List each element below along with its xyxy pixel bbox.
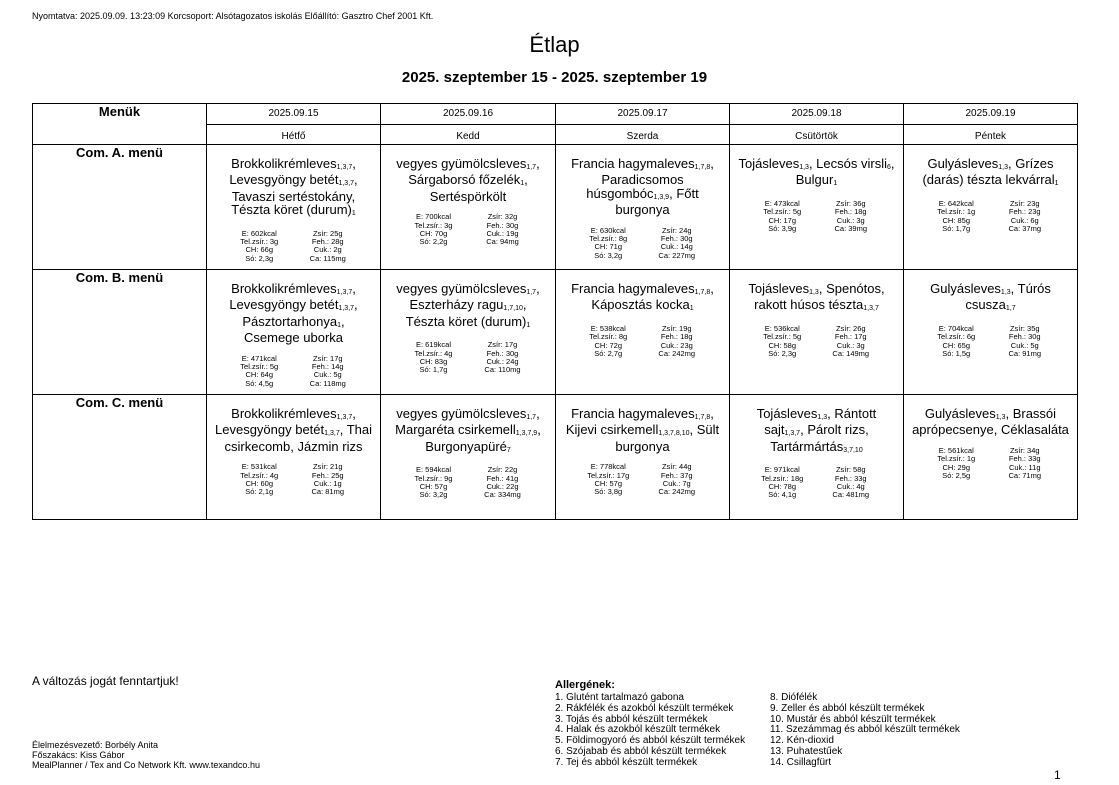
dish-allergen-codes: 1,3 [799, 164, 809, 171]
day-date: 2025.09.18 [791, 108, 842, 119]
nutrition-value: Zsír: 24g [661, 225, 692, 235]
nutrition-value: E: 700kcal [415, 212, 452, 222]
allergen-item: 8. Diófélék [770, 692, 818, 703]
dish-name: Spenótos, rakott húsos tészta [754, 281, 885, 313]
staff-line: Főszakács: Kiss Gábor [32, 750, 125, 760]
dish-allergen-codes: 1,7,10 [503, 305, 523, 313]
menu-cell [904, 395, 1078, 520]
day-header [381, 104, 556, 145]
nutrition-value: Feh.: 25g [311, 470, 344, 480]
dish-allergen-codes: 1,3 [817, 414, 828, 421]
menu-row-name: Com. B. menü [33, 270, 207, 395]
nutrition-value: Feh.: 30g [486, 348, 519, 358]
date-range-subtitle: 2025. szeptember 15 - 2025. szeptember 19 [401, 69, 708, 86]
nutrition-value: Tel.zsír.: 5g [763, 207, 802, 217]
day-name: Csütörtök [730, 124, 903, 142]
nutrition-value: Feh.: 33g [834, 473, 867, 483]
nutrition-value: E: 619kcal [415, 340, 452, 350]
dish-name: Sertéspörkölt [429, 188, 507, 204]
dish-name: Párolt rizs [807, 422, 866, 438]
dish-list: Gulyásleves$_{1,3}$, Túrós csusza$_{1,7}$ [930, 281, 1051, 313]
dish-allergen-codes: 1 [1054, 180, 1059, 188]
dish-name: vegyes gyümölcsleves [396, 156, 527, 171]
allergen-item: 12. Kén-dioxid [770, 735, 834, 747]
nutrition-value: Só: 4,1g [768, 490, 797, 500]
nutrition-value: Zsír: 23g [1009, 198, 1040, 208]
dish-name: Túrós csusza [965, 281, 1051, 313]
nutrition-value: CH: 78g [768, 482, 796, 492]
nutrition-value: E: 561kcal [938, 445, 974, 455]
nutrition-info [381, 341, 555, 375]
nutrition-value: Ca: 118mg [309, 378, 346, 388]
allergen-item: 10. Mustár és abból készült termékek [770, 713, 936, 725]
nutrition-value: Ca: 39mg [834, 224, 868, 234]
dish-list: Brokkolikrémleves$_{1,3,7}$, Levesgyöngy betét$_{1,3,7}$, Pásztortarhonya$_1$, Csemege uborka [229, 281, 358, 346]
dish-allergen-codes: 1,3,7 [336, 164, 353, 171]
dish-name: Tojásleves [748, 281, 810, 296]
dish-allergen-codes: 7 [506, 446, 511, 454]
nutrition-value: Feh.: 18g [660, 332, 693, 342]
nutrition-value: CH: 64g [245, 370, 273, 380]
dish-allergen-codes: 3,7,10 [843, 446, 863, 454]
nutrition-value: Cuk.: 24g [486, 357, 519, 367]
day-header [730, 104, 904, 145]
dish-allergen-codes: 1,3,7 [863, 305, 879, 313]
dish-allergen-codes: 1,7 [526, 289, 537, 296]
nutrition-value: CH: 60g [245, 479, 273, 489]
allergen-item: 7. Tej és abból készült termékek [555, 756, 698, 768]
dish-allergen-codes: 1,7,8 [694, 414, 711, 421]
nutrition-value: Feh.: 14g [311, 362, 344, 372]
nutrition-info [207, 355, 380, 389]
dish-list: Francia hagymaleves$_{1,7,8}$, Kijevi csirkemell$_{1,3,7,8,10}$, Sült burgonya [565, 406, 720, 454]
change-notice: A változás jogát fenntartjuk! [32, 674, 179, 688]
menu-cell [207, 145, 381, 270]
table-row [33, 270, 1078, 395]
dish-allergen-codes: 1 [520, 180, 525, 188]
dish-list: Brokkolikrémleves$_{1,3,7}$, Levesgyöngy betét$_{1,3,7}$, Thai csirkecomb, Jázmin rizs [215, 406, 373, 454]
nutrition-value: Tel.zsír.: 17g [587, 470, 630, 480]
staff-line: Élelmezésvezető: Borbély Anita [32, 740, 159, 750]
menu-cell [207, 270, 381, 395]
nutrition-value: Feh.: 37g [660, 470, 693, 480]
nutrition-value: Feh.: 23g [1008, 207, 1041, 217]
nutrition-value: Só: 3,2g [419, 490, 448, 500]
nutrition-info [207, 463, 380, 497]
nutrition-value: E: 704kcal [938, 323, 974, 333]
dish-allergen-codes: 1,3,9 [653, 193, 670, 201]
menu-cell [730, 145, 904, 270]
nutrition-info [730, 200, 903, 234]
dish-allergen-codes: 1 [833, 180, 838, 188]
dish-list: Tojásleves$_{1,3}$, Spenótos, rakott húsos tészta$_{1,3,7}$ [748, 281, 885, 313]
dish-name: Lecsós virsli [816, 156, 887, 171]
nutrition-value: CH: 57g [594, 479, 622, 489]
nutrition-value: Só: 3,8g [594, 487, 623, 497]
menu-cell [730, 395, 904, 520]
dish-name: Bulgur [795, 172, 834, 188]
allergen-item: 2. Rákfélék és azokból készült termékek [555, 702, 734, 714]
allergen-item: 9. Zeller és abból készült termékek [770, 702, 925, 714]
nutrition-value: CH: 83g [419, 357, 448, 367]
nutrition-value: Tel.zsír.: 1g [937, 454, 976, 464]
page-number: 1 [1054, 768, 1061, 782]
menu-cell [730, 270, 904, 395]
dish-allergen-codes: 1 [689, 305, 694, 313]
nutrition-value: Cuk.: 6g [1010, 215, 1039, 225]
allergen-item: 4. Halak és azokból készült termékek [555, 724, 721, 736]
dish-name: Sült burgonya [615, 422, 720, 454]
dish-name: Paradicsomos húsgombóc [586, 172, 684, 201]
nutrition-value: E: 536kcal [764, 323, 800, 333]
nutrition-value: Zsír: 58g [835, 465, 866, 475]
nutrition-value: Zsír: 21g [312, 462, 343, 472]
dish-allergen-codes: 1,7,8 [694, 289, 711, 296]
nutrition-value: Ca: 149mg [832, 349, 870, 359]
nutrition-value: CH: 72g [594, 340, 622, 350]
nutrition-value: Zsír: 36g [835, 198, 866, 208]
dish-name: Eszterházy ragu [409, 297, 504, 313]
nutrition-value: Tel.zsír.: 18g [761, 473, 804, 483]
dish-allergen-codes: 1,7 [526, 414, 537, 421]
dish-allergen-codes: 1,7 [1005, 305, 1016, 313]
day-name: Kedd [381, 124, 555, 142]
dish-name: Francia hagymaleves [571, 156, 695, 171]
nutrition-value: Feh.: 28g [311, 237, 344, 247]
nutrition-value: E: 531kcal [241, 462, 277, 472]
dish-name: Rántott sajt [764, 406, 877, 438]
dish-allergen-codes: 1,3,7 [338, 180, 355, 188]
table-row [33, 145, 1078, 270]
day-header [207, 104, 381, 145]
allergen-item: 14. Csillagfürt [770, 756, 832, 768]
nutrition-value: Cuk.: 3g [836, 340, 865, 350]
dish-allergen-codes: 1,3,7 [324, 430, 340, 438]
nutrition-value: Ca: 94mg [486, 237, 519, 247]
nutrition-value: Zsír: 44g [661, 462, 692, 472]
menu-cell [381, 145, 556, 270]
dish-name: Tojásleves [738, 156, 800, 171]
dish-name: Főtt burgonya [615, 185, 699, 218]
nutrition-value: E: 473kcal [764, 198, 800, 208]
dish-allergen-codes: 1,3 [809, 289, 819, 296]
day-name: Péntek [904, 124, 1077, 142]
dish-name: Gulyásleves [924, 406, 996, 421]
nutrition-value: Zsír: 17g [312, 353, 343, 363]
dish-name: vegyes gyümölcsleves [396, 281, 527, 296]
dish-list: Gulyásleves$_{1,3}$, Brassói aprópecsenye, Céklasaláta [912, 406, 1069, 438]
allergen-legend-column [770, 693, 960, 769]
nutrition-info [556, 227, 729, 261]
dish-name: Levesgyöngy betét [229, 297, 339, 313]
nutrition-value: Zsír: 26g [835, 323, 866, 333]
nutrition-value: Só: 2,7g [594, 349, 623, 359]
nutrition-value: Ca: 227mg [658, 250, 696, 260]
dish-name: Brokkolikrémleves [231, 281, 337, 296]
nutrition-value: Feh.: 33g [1008, 454, 1041, 464]
dish-list: Tojásleves$_{1,3}$, Lecsós virsli$_6$, Bulgur$_1$ [738, 156, 895, 188]
nutrition-value: Zsír: 22g [487, 465, 518, 475]
dish-name: Csemege uborka [244, 330, 343, 346]
dish-list: Francia hagymaleves$_{1,7,8}$, Paradicsomos húsgombóc$_{1,3,9}$, Főtt burgonya [571, 156, 714, 218]
nutrition-value: Cuk.: 3g [836, 215, 865, 225]
nutrition-value: Cuk.: 5g [1010, 340, 1039, 350]
nutrition-value: Só: 2,3g [245, 253, 274, 263]
dish-name: Gulyásleves [930, 281, 1001, 296]
dish-allergen-codes: 6 [886, 164, 891, 171]
nutrition-value: Ca: 71mg [1008, 471, 1042, 481]
dish-name: Káposztás kocka [591, 297, 690, 313]
dish-name: Margaréta csirkemell [395, 422, 516, 438]
menu-cell [381, 270, 556, 395]
nutrition-value: E: 471kcal [241, 353, 277, 363]
dish-name: Levesgyöngy betét [229, 172, 339, 188]
dish-allergen-codes: 1 [351, 210, 356, 218]
nutrition-info [904, 325, 1077, 359]
dish-name: Kijevi csirkemell [565, 422, 659, 438]
dish-name: Grízes (darás) tészta lekvárral [922, 156, 1055, 188]
dish-allergen-codes: 1,3,7 [336, 289, 353, 296]
menu-cell [556, 145, 730, 270]
menu-cell [904, 270, 1078, 395]
nutrition-value: CH: 17g [768, 215, 796, 225]
nutrition-value: Cuk.: 23g [660, 340, 693, 350]
nutrition-value: Tel.zsír.: 5g [763, 332, 802, 342]
nutrition-value: E: 594kcal [415, 465, 452, 475]
allergen-item: 11. Szezámmag és abból készült termékek [770, 724, 960, 736]
dish-name: Thai csirkecomb [224, 422, 373, 454]
nutrition-value: Zsír: 35g [1009, 323, 1040, 333]
dish-name: Pásztortarhonya [242, 313, 338, 329]
day-header [556, 104, 730, 145]
menu-row-name: Com. C. menü [33, 395, 207, 520]
nutrition-value: Tel.zsír.: 4g [414, 348, 453, 358]
menu-cell [556, 395, 730, 520]
nutrition-value: CH: 57g [419, 482, 448, 492]
nutrition-value: Cuk.: 14g [660, 242, 693, 252]
dish-name: Levesgyöngy betét [215, 422, 325, 438]
allergen-legend-column [555, 693, 745, 769]
dish-allergen-codes: 1,7 [526, 164, 537, 171]
dish-allergen-codes: 1,3 [998, 164, 1008, 171]
nutrition-value: Tel.zsír.: 8g [589, 332, 628, 342]
dish-allergen-codes: 1,3,7,9 [515, 430, 538, 438]
dish-allergen-codes: 1,3,7 [336, 414, 353, 421]
menu-table [32, 103, 1078, 520]
menu-row-name: Com. A. menü [33, 145, 207, 270]
nutrition-value: Cuk.: 1g [313, 479, 342, 489]
nutrition-value: Zsír: 25g [312, 228, 343, 238]
nutrition-value: Feh.: 30g [486, 220, 519, 230]
nutrition-value: E: 538kcal [590, 323, 626, 333]
dish-allergen-codes: 1,3,7 [784, 430, 801, 438]
dish-name: Francia hagymaleves [571, 406, 695, 421]
nutrition-info [381, 466, 555, 500]
nutrition-value: CH: 70g [419, 229, 448, 239]
dish-name: Brokkolikrémleves [231, 406, 337, 421]
nutrition-value: Ca: 334mg [484, 490, 521, 500]
dish-list: Tojásleves$_{1,3}$, Rántott sajt$_{1,3,7}$, Párolt rizs, Tartármártás$_{3,7,10}$ [756, 406, 877, 454]
table-row [33, 395, 1078, 520]
nutrition-value: Tel.zsír.: 4g [240, 470, 279, 480]
menu-cell [904, 145, 1078, 270]
nutrition-value: Cuk.: 11g [1008, 462, 1041, 472]
nutrition-value: Cuk.: 5g [313, 370, 342, 380]
nutrition-value: Tel.zsír.: 5g [240, 362, 279, 372]
dish-name: Tartármártás [770, 438, 844, 454]
nutrition-value: E: 642kcal [938, 198, 974, 208]
nutrition-info [730, 325, 903, 359]
allergen-item: 1. Glutént tartalmazó gabona [555, 692, 684, 703]
nutrition-value: CH: 29g [942, 462, 970, 472]
nutrition-value: Cuk.: 22g [486, 482, 519, 492]
nutrition-value: E: 602kcal [241, 228, 277, 238]
nutrition-value: CH: 66g [245, 245, 273, 255]
dish-allergen-codes: 1,7,8 [694, 164, 711, 171]
nutrition-value: Só: 2,2g [419, 237, 448, 247]
allergen-legend-title: Allergének: [555, 679, 615, 691]
nutrition-value: Feh.: 17g [834, 332, 867, 342]
nutrition-info [207, 230, 380, 264]
nutrition-value: Ca: 110mg [484, 365, 521, 375]
nutrition-value: Ca: 81mg [311, 487, 345, 497]
day-header [904, 104, 1078, 145]
dish-list: Gulyásleves$_{1,3}$, Grízes (darás) tészta lekvárral$_1$ [922, 156, 1059, 188]
nutrition-value: CH: 65g [942, 340, 970, 350]
nutrition-value: Só: 1,5g [942, 349, 971, 359]
dish-allergen-codes: 1,3 [1000, 289, 1011, 296]
nutrition-value: Cuk.: 2g [313, 245, 342, 255]
nutrition-value: Cuk.: 7g [662, 479, 691, 489]
allergen-item: 3. Tojás és abból készült termékek [555, 713, 708, 725]
allergen-item: 6. Szójabab és abból készült termékek [555, 745, 727, 757]
nutrition-value: Cuk.: 4g [836, 482, 865, 492]
nutrition-value: Só: 3,9g [768, 224, 797, 234]
nutrition-info [904, 200, 1077, 234]
dish-list: vegyes gyümölcsleves$_{1,7}$, Eszterházy ragu$_{1,7,10}$, Tészta köret $(durum)_1$ [396, 281, 540, 329]
nutrition-value: Só: 3,2g [594, 250, 623, 260]
dish-name: Francia hagymaleves [571, 281, 695, 296]
nutrition-value: Tel.zsír.: 8g [589, 234, 628, 244]
nutrition-info [381, 213, 555, 247]
nutrition-value: E: 971kcal [764, 465, 800, 475]
nutrition-value: CH: 58g [768, 340, 796, 350]
menu-column-header: Menük [33, 104, 207, 145]
dish-allergen-codes: 1,3 [995, 414, 1006, 421]
dish-name: Brokkolikrémleves [231, 156, 337, 171]
nutrition-value: Só: 2,1g [245, 487, 274, 497]
nutrition-value: Só: 1,7g [942, 224, 971, 234]
nutrition-value: Feh.: 30g [660, 234, 693, 244]
dish-list: Brokkolikrémleves$_{1,3,7}$, Levesgyöngy betét$_{1,3,7}$, Tavaszi sertéstokány, Tészta köret $(durum)_1$ [229, 156, 358, 218]
nutrition-value: Zsír: 34g [1009, 445, 1040, 455]
nutrition-value: Tel.zsír.: 3g [240, 237, 279, 247]
day-date: 2025.09.15 [268, 108, 319, 119]
print-info: Nyomtatva: 2025.09.09. 13:23:09 Korcsoport: Alsótagozatos iskolás Előállító: Gasztro Chef 2001 Kft. [32, 11, 434, 21]
dish-name: Tavaszi sertéstokány [231, 188, 352, 204]
table-header-row [33, 104, 1078, 145]
nutrition-value: Zsír: 32g [487, 212, 518, 222]
menu-cell [556, 270, 730, 395]
nutrition-value: Ca: 115mg [309, 253, 346, 263]
dish-allergen-codes: 1,3,7,8,10 [658, 430, 690, 438]
dish-allergen-codes: 1 [337, 321, 341, 329]
dish-list: vegyes gyümölcsleves$_{1,7}$, Margaréta csirkemell$_{1,3,7,9}$, Burgonyapüré$_7$ [395, 406, 541, 454]
nutrition-value: Feh.: 41g [486, 473, 519, 483]
dish-allergen-codes: 1 [526, 321, 531, 329]
nutrition-value: Zsír: 17g [487, 340, 518, 350]
nutrition-value: Só: 2,5g [942, 471, 971, 481]
dish-name: Jázmin rizs [297, 438, 363, 454]
dish-name: Tojásleves [756, 406, 818, 421]
dish-name: Tészta köret (durum) [405, 313, 527, 329]
dish-name: Brassói aprópecsenye [912, 406, 1057, 438]
nutrition-value: Ca: 481mg [832, 490, 870, 500]
nutrition-value: Ca: 91mg [1008, 349, 1042, 359]
nutrition-info [556, 463, 729, 497]
staff-info [32, 740, 260, 770]
dish-name: Tészta köret (durum) [231, 202, 352, 218]
nutrition-value: Só: 2,3g [768, 349, 797, 359]
nutrition-value: Só: 1,7g [419, 365, 448, 375]
page-title: Étlap [529, 32, 580, 57]
nutrition-value: Zsír: 19g [661, 323, 692, 333]
staff-line: MealPlanner / Tex and Co Network Kft. www.texandco.hu [32, 760, 260, 770]
menu-cell [207, 395, 381, 520]
allergen-item: 5. Földimogyoró és abból készült termékek [555, 735, 746, 747]
nutrition-value: Ca: 242mg [658, 349, 696, 359]
nutrition-value: Tel.zsír.: 3g [414, 220, 453, 230]
nutrition-value: Só: 4,5g [245, 378, 274, 388]
nutrition-value: E: 778kcal [590, 462, 626, 472]
nutrition-info [904, 447, 1077, 481]
nutrition-info [730, 466, 903, 500]
nutrition-value: Tel.zsír.: 9g [414, 473, 453, 483]
nutrition-value: Feh.: 30g [1008, 332, 1041, 342]
nutrition-value: Tel.zsír.: 6g [937, 332, 976, 342]
nutrition-info [556, 325, 729, 359]
day-date: 2025.09.19 [965, 108, 1016, 119]
dish-name: Burgonyapüré [425, 438, 507, 454]
day-name: Hétfő [207, 124, 380, 142]
day-date: 2025.09.16 [442, 108, 494, 119]
dish-name: vegyes gyümölcsleves [396, 406, 527, 421]
allergen-item: 13. Puhatestűek [770, 745, 843, 757]
dish-name: Sárgaborsó főzelék [408, 172, 521, 188]
dish-allergen-codes: 1,3,7 [338, 305, 355, 313]
dish-name: Gulyásleves [927, 156, 999, 171]
nutrition-value: E: 630kcal [590, 225, 626, 235]
dish-name: Céklasaláta [1000, 422, 1069, 438]
day-date: 2025.09.17 [617, 108, 668, 119]
menu-cell [381, 395, 556, 520]
nutrition-value: CH: 85g [942, 215, 970, 225]
nutrition-value: Ca: 242mg [658, 487, 696, 497]
menu-table-body [33, 145, 1078, 520]
nutrition-value: Cuk.: 19g [486, 229, 519, 239]
nutrition-value: Feh.: 18g [834, 207, 867, 217]
dish-list: vegyes gyümölcsleves$_{1,7}$, Sárgaborsó főzelék$_1$, Sertéspörkölt [396, 156, 540, 204]
nutrition-value: Ca: 37mg [1008, 224, 1042, 234]
day-name: Szerda [556, 124, 729, 142]
nutrition-value: Tel.zsír.: 1g [937, 207, 976, 217]
dish-list: Francia hagymaleves$_{1,7,8}$, Káposztás kocka$_1$ [571, 281, 714, 313]
nutrition-value: CH: 71g [594, 242, 622, 252]
